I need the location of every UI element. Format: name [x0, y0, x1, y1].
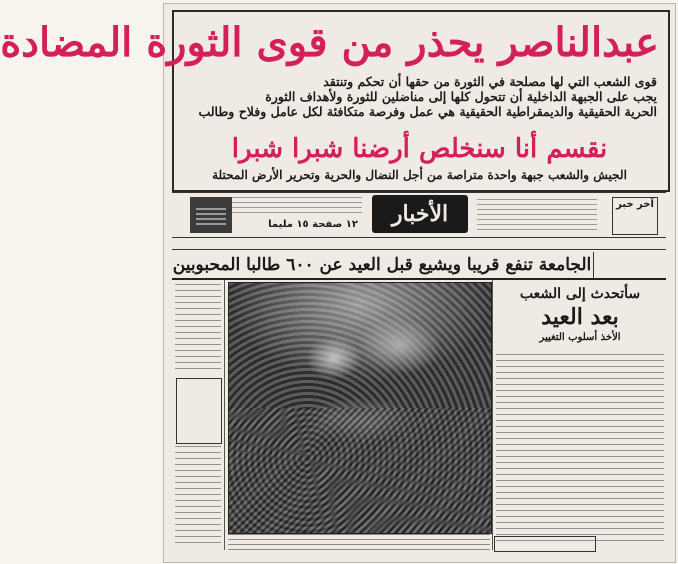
main-headline: عبدالناصر يحذر من قوى الثورة المضادة — [0, 19, 659, 66]
right-head-line: سأتحدث إلى الشعب — [519, 286, 641, 302]
masthead — [172, 192, 666, 238]
red-quote: نقسم أنا سنخلص أرضنا شبرا شبرا — [231, 134, 608, 164]
lead-line: يجب على الجبهة الداخلية أن تتحول كلها إلى مناضلين للثورة ولأهداف الثورة — [265, 89, 657, 104]
strip-side-column — [593, 252, 666, 278]
masthead-text-left — [232, 197, 362, 215]
right-head-line: بعد العيد — [541, 304, 619, 330]
stamp-icon — [190, 197, 232, 233]
date-line — [172, 237, 666, 250]
left-column-box — [176, 378, 222, 444]
second-headline-strip — [172, 252, 666, 280]
lead-line: الحرية الحقيقية والديمقراطية الحقيقية هي عمل وفرصة متكافئة لكل عامل وفلاح وطالب — [198, 104, 657, 119]
left-column-body-bottom — [175, 446, 221, 546]
issue-box: آخر خبر — [612, 197, 658, 235]
right-head-line: الأخذ أسلوب التغيير — [539, 332, 621, 343]
subheadline: الجيش والشعب جبهة واحدة متراصة من أجل النضال والحرية وتحرير الأرض المحتلة — [212, 168, 627, 182]
lead-text — [182, 74, 657, 134]
lead-line: قوى الشعب التي لها مصلحة في الثورة من حقها أن تحكم وتنتقد — [323, 74, 657, 89]
right-column-body — [496, 354, 664, 544]
crowd-photo — [228, 282, 492, 534]
photo-caption — [228, 534, 490, 552]
left-column — [172, 280, 225, 550]
left-column-body-top — [175, 284, 221, 372]
right-column — [492, 280, 667, 550]
price-text: ١٢ صفحة ١٥ مليما — [268, 219, 358, 230]
newspaper-page — [0, 3, 676, 563]
masthead-text-right — [477, 199, 597, 231]
footer-box — [494, 536, 596, 552]
right-column-headline — [497, 284, 663, 350]
newspaper-logo: الأخبار — [372, 195, 468, 233]
second-headline: الجامعة تنفع قريبا ويشيع قبل العيد عن ٦٠٠ طالبا المحبوبين — [172, 255, 592, 275]
